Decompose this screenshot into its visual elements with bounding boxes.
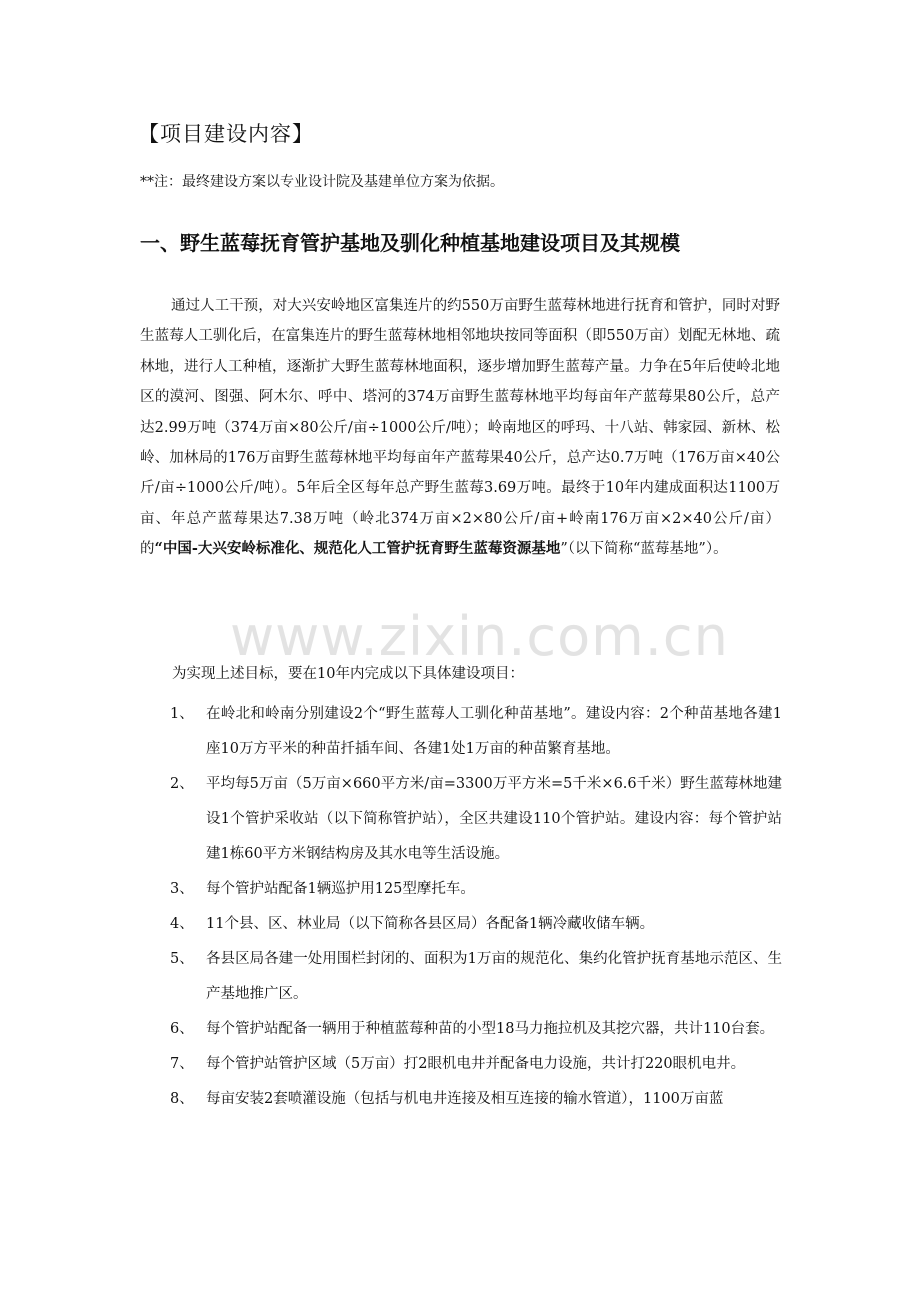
intro-text: 为实现上述目标，要在10年内完成以下具体建设项目： bbox=[172, 666, 524, 682]
list-item bbox=[170, 942, 782, 1012]
item-text: 11个县、区、林业局（以下简称各县区局）各配备1辆冷藏收储车辆。 bbox=[206, 916, 655, 932]
list-item bbox=[170, 767, 782, 872]
list-item bbox=[170, 872, 782, 907]
project-list bbox=[170, 697, 782, 1117]
item-text: 每个管护站管护区域（5万亩）打2眼机电井并配备电力设施，共计打220眼机电井。 bbox=[206, 1056, 746, 1072]
item-text: 每个管护站配备一辆用于种植蓝莓种苗的小型18马力拖拉机及其挖穴器，共计110台套。 bbox=[206, 1021, 775, 1037]
item-text: 各县区局各建一处用围栏封闭的、面积为1万亩的规范化、集约化管护抚育基地示范区、生产基地推广区。 bbox=[206, 951, 782, 1002]
item-text: 在岭北和岭南分别建设2个“野生蓝莓人工驯化种苗基地”。建设内容：2个种苗基地各建1座10万方平米的种苗扦插车间、各建1处1万亩的种苗繁育基地。 bbox=[206, 706, 782, 757]
list-item bbox=[170, 1012, 782, 1047]
paragraph-main-text: 通过人工干预，对大兴安岭地区富集连片的约550万亩野生蓝莓林地进行抚育和管护，同时对野生蓝莓人工驯化后，在富集连片的野生蓝莓林地相邻地块按同等面积（即550万亩）划配无林地、疏林地，进行人工种植，逐渐扩大野生蓝莓林地面积，逐步增加野生蓝莓产量。力争在5年后使岭北地区的漠河、图强、阿木尔、呼中、塔河的374万亩野生蓝莓林地平均每亩年产蓝莓果80公斤，总产达2.99万吨（374万亩×80公斤/亩÷1000公斤/吨）；岭南地区的呼玛、十八站、韩家园、新林、松岭、加林局的176万亩野生蓝莓林地平均每亩年产蓝莓果40公斤，总产达0.7万吨（176万亩×40公斤/亩÷1000公斤/吨）。5年后全区每年总产野生蓝莓3.69万吨。最终于10年内建成面积达1100万亩、年总产蓝莓果达7.38万吨（岭北374万亩×2×80公斤/亩+岭南176万亩×2×40公斤/亩）的 bbox=[140, 298, 780, 558]
item-number: 7、 bbox=[170, 1056, 194, 1072]
paragraph-tail-text: ”（以下简称“蓝莓基地”）。 bbox=[560, 541, 728, 558]
heading-1: 一、野生蓝莓抚育管护基地及驯化种植基地建设项目及其规模 bbox=[140, 231, 680, 255]
list-item bbox=[170, 907, 782, 942]
paragraph-bold-text: “中国-大兴安岭标准化、规范化人工管护抚育野生蓝莓资源基地 bbox=[154, 540, 561, 558]
section-title: 【项目建设内容】 bbox=[138, 122, 314, 146]
watermark: www.zixin.com.cn bbox=[230, 605, 729, 668]
item-number: 2、 bbox=[170, 776, 194, 792]
item-text: 每个管护站配备1辆巡护用125型摩托车。 bbox=[206, 881, 475, 897]
body-paragraph bbox=[140, 291, 780, 565]
list-item bbox=[170, 1047, 782, 1082]
item-number: 4、 bbox=[170, 916, 194, 932]
note-text: **注：最终建设方案以专业设计院及基建单位方案为依据。 bbox=[140, 174, 504, 190]
item-number: 5、 bbox=[170, 951, 194, 967]
item-text: 平均每5万亩（5万亩×660平方米/亩=3300万平方米=5千米×6.6千米）野生蓝莓林地建设1个管护采收站（以下简称管护站），全区共建设110个管护站。建设内容：每个管护站建1栋60平方米钢结构房及其水电等生活设施。 bbox=[206, 776, 782, 862]
item-number: 6、 bbox=[170, 1021, 194, 1037]
list-item bbox=[170, 1082, 782, 1117]
item-number: 3、 bbox=[170, 881, 194, 897]
item-number: 8、 bbox=[170, 1091, 194, 1107]
list-item bbox=[170, 697, 782, 767]
item-number: 1、 bbox=[170, 706, 194, 722]
item-text: 每亩安装2套喷灌设施（包括与机电井连接及相互连接的输水管道），1100万亩蓝 bbox=[206, 1091, 724, 1107]
